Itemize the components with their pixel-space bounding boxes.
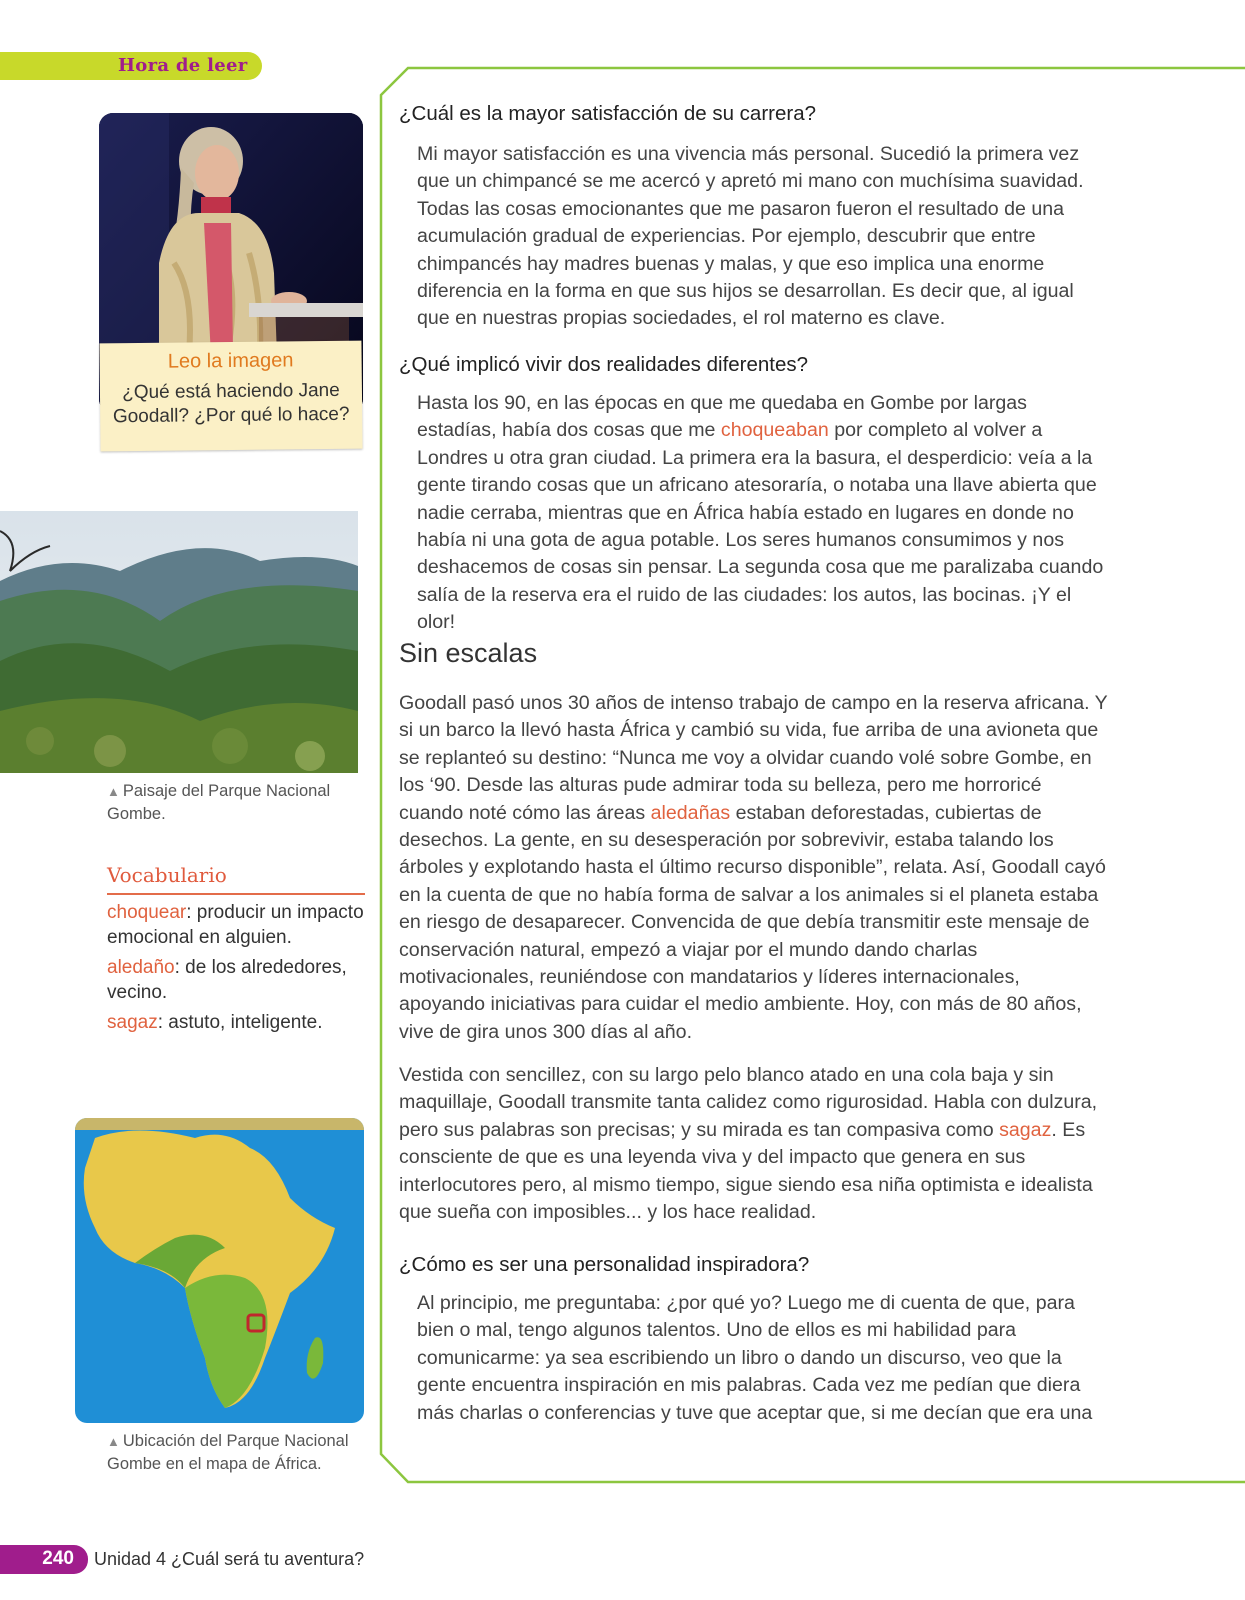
- section-heading: Sin escalas: [399, 638, 538, 668]
- vocab-item: aledaño: de los alrededores, vecino.: [107, 957, 347, 1003]
- map-caption: ▲ Ubicación del Parque Nacional Gombe en el mapa de África.: [107, 1432, 349, 1473]
- unit-title: Unidad 4 ¿Cuál será tu aventura?: [94, 1549, 365, 1569]
- question-1: ¿Cuál es la mayor satisfacción de su carrera?: [399, 102, 817, 125]
- vocab-item: choquear: producir un impacto emocional en alguien.: [107, 902, 364, 948]
- caption-triangle-icon: ▲: [107, 784, 120, 799]
- highlight-sagaz: sagaz: [999, 1118, 1052, 1141]
- paragraph-1: Goodall pasó unos 30 años de intenso trabajo de campo en la reserva africana. Y si un barco la llevó hasta África y cambió su vida, fue arriba de una avioneta que se replanteó su destino: “Nunca me voy a olvidar cuando volé sobre Gombe, en los ‘90. Desde las alturas pude admirar toda su belleza, pero me horroricé cuando noté cómo las áreas aledañas estaban deforestadas, cubiertas de desechos. La gente, en su desesperación por sobrevivir, estaba talando los árboles y explotando hasta el último recurso disponible”, relata. Así, Goodall cayó en la cuenta de que no había forma de salvar a los animales si el planeta estaba en riesgo de desaparecer. Convencida de que debía transmitir este mensaje de conservación natural, empezó a viajar por el mundo dando charlas motivacionales, reuniéndose con mandatarios y líderes internacionales, apoyando iniciativas para cuidar el medio ambiente. Hoy, con más de 80 años, vive de gira unos 300 días al año.: [399, 692, 1108, 1043]
- highlight-choqueaban: choqueaban: [720, 419, 829, 442]
- note-question: ¿Qué está haciendo Jane Goodall? ¿Por qué lo hace?: [112, 379, 350, 428]
- leo-la-imagen-note: [99, 341, 362, 452]
- caption-triangle-icon: ▲: [107, 1434, 120, 1449]
- landscape-caption: ▲ Paisaje del Parque Nacional Gombe.: [107, 782, 331, 823]
- vocabulary-divider: [107, 893, 365, 895]
- vocabulary-list: [107, 900, 367, 1040]
- vocab-item: sagaz: astuto, inteligente.: [107, 1012, 323, 1033]
- highlight-aledanas: aledañas: [650, 801, 731, 824]
- paragraph-2: Vestida con sencillez, con su largo pelo blanco atado en una cola baja y sin maquillaje, Goodall transmite tanta calidez como rigurosidad. Habla con dulzura, pero sus palabras son precisas; y su mirada es tan compasiva como sagaz. Es consciente de que es una leyenda viva y del impacto que genera en sus interlocutores pero, al mismo tiempo, sigue siendo esa niña optimista e idealista que sueña con imposibles... y los hace realidad.: [399, 1064, 1098, 1224]
- question-2: ¿Qué implicó vivir dos realidades diferentes?: [399, 353, 809, 376]
- question-3: ¿Cómo es ser una personalidad inspiradora?: [399, 1253, 810, 1276]
- answer-2: Hasta los 90, en las épocas en que me quedaba en Gombe por largas estadías, había dos cosas que me choqueaban por completo al volver a Londres u otra gran ciudad. La primera era la basura, el desperdicio: veía a la gente tirando cosas que un africano atesoraría, o notaba una llave abierta que nadie cerraba, mientras que en África había estado en lugares en donde no había ni una gota de agua potable. Los seres humanos consumimos y nos deshacemos de cosas sin pensar. La segunda cosa que me paralizaba cuando salía de la reserva era el ruido de las ciudades: los autos, las bocinas. ¡Y el olor!: [417, 392, 1104, 634]
- note-title: Leo la imagen: [167, 349, 294, 373]
- answer-1: Mi mayor satisfacción es una vivencia más personal. Sucedió la primera vez que un chimpancé se me acercó y apretó mi mano con muchísima suavidad. Todas las cosas emocionantes que me pasaron fueron el resultado de una acumulación gradual de experiencias. Por ejemplo, descubrir que entre chimpancés hay madres buenas y malas, y que eso implica una enorme diferencia en la forma en que sus hijos se desarrollan. Es decir que, al igual que en nuestras propias sociedades, el rol materno es clave.: [417, 143, 1084, 330]
- africa-map: [75, 1118, 364, 1423]
- answer-3: Al principio, me preguntaba: ¿por qué yo? Luego me di cuenta de que, para bien o mal, tengo algunos talentos. Uno de ellos es mi habilidad para comunicarme: ya sea escribiendo un libro o dando un discurso, veo que la gente encuentra inspiración en mis palabras. Cada vez me pedían que diera más charlas o conferencias y tuve que aceptar que, si me decían que era una: [417, 1292, 1093, 1424]
- page-number-tab: [0, 1545, 88, 1574]
- gombe-landscape-image: [0, 511, 358, 773]
- page-number: 240: [42, 1548, 74, 1569]
- vocabulary-title: Vocabulario: [107, 863, 227, 887]
- section-tab-label: Hora de leer: [118, 55, 248, 76]
